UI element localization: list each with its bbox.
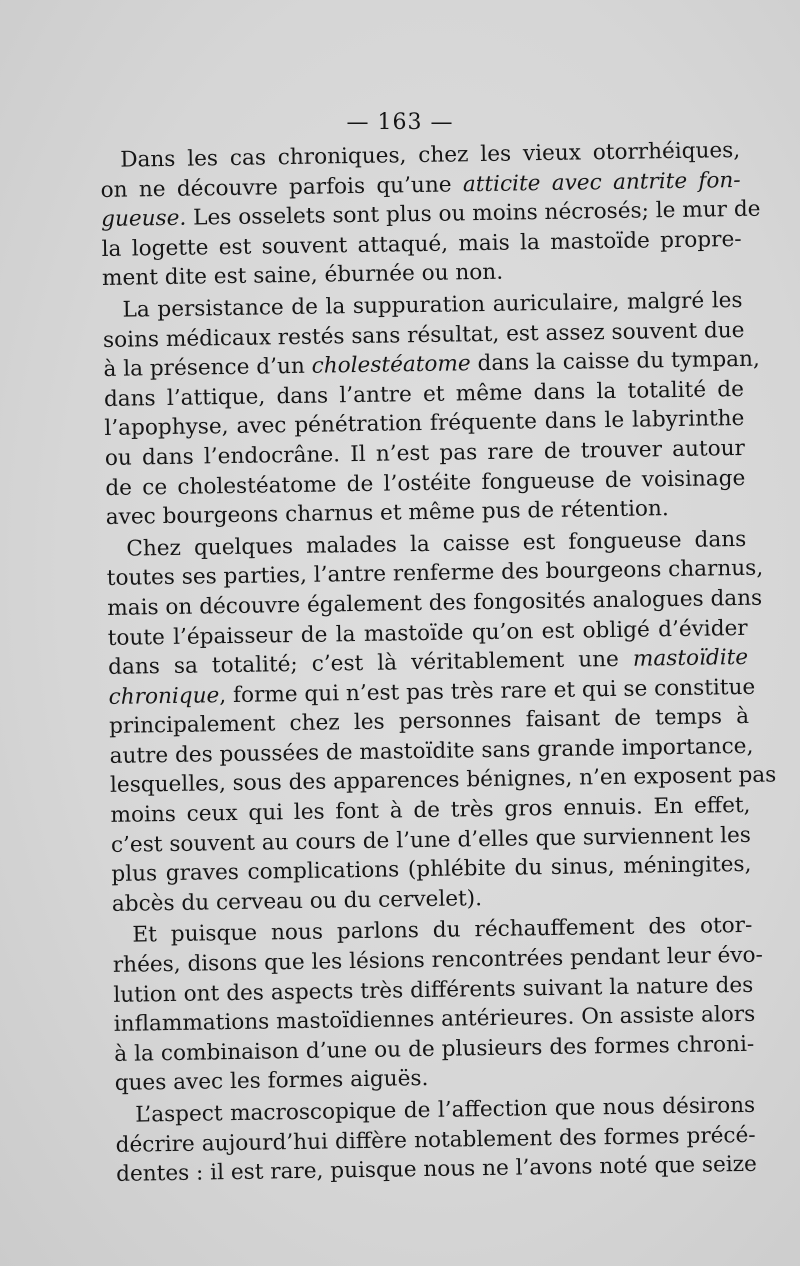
text-line: plus graves complications (phlébite du sinus, méningites, [111, 852, 752, 888]
paragraph [115, 1091, 756, 1190]
paragraph [100, 136, 761, 294]
paragraph [102, 286, 761, 533]
text-line: c’est souvent au cours de l’une d’elles que surviennent les [110, 822, 752, 858]
text-line: ou dans l’endocrâne. Il n’est pas rare de trouver autour [104, 435, 746, 471]
text-line: inflammations mastoïdiennes antérieures. On assiste alors [113, 1002, 756, 1038]
text-line: à la combinaison d’une ou de plusieurs des formes chroni- [114, 1031, 755, 1067]
text-line: Dans les cas chroniques, chez les vieux otorrhéiques, [120, 137, 741, 173]
text-line: dans l’attique, dans l’antre et même dans la totalité de [103, 376, 745, 412]
text-line: on ne découvre parfois qu’une atticite avec antrite fon- [100, 167, 741, 203]
text-line: ques avec les formes aiguës. [114, 1066, 429, 1097]
text-line: principalement chez les personnes faisant de temps à [108, 704, 750, 740]
text-line: abcès du cerveau ou du cervelet). [111, 885, 483, 917]
text-line: toutes ses parties, l’antre renferme des bourgeons charnus, [106, 555, 764, 592]
text-line: à la présence d’un cholestéatome dans la caisse du tympan, [103, 346, 761, 383]
text-line: ment dite est saine, éburnée ou non. [101, 260, 504, 292]
text-line: autre des poussées de mastoïdite sans grande importance, [109, 733, 754, 769]
body-text [100, 136, 777, 1190]
text-line: moins ceux qui les font à de très gros ennuis. En effet, [110, 792, 751, 828]
text-line: Chez quelques malades la caisse est fongueuse dans [126, 526, 747, 562]
paragraph [112, 911, 764, 1099]
text-line: lesquelles, sous des apparences bénignes, n’en exposent pas [109, 762, 777, 799]
text-line: lution ont des aspects très différents suivant la nature des [113, 972, 754, 1008]
text-line: mais on découvre également des fongosités analogues dans [107, 585, 763, 621]
page-number: — 163 — [346, 110, 454, 135]
text-line: décrire aujourd’hui diffère notablement des formes précé- [115, 1122, 756, 1158]
text-line: chronique, forme qui n’est pas très rare et qui se constitue [108, 674, 756, 710]
text-line: gueuse. Les osselets sont plus ou moins nécrosés; le mur de [100, 196, 761, 233]
text-line: avec bourgeons charnus et même pus de rétention. [105, 496, 669, 531]
text-line: la logette est souvent attaqué, mais la mastoïde propre- [101, 226, 742, 262]
paragraph [106, 525, 777, 920]
text-line: La persistance de la suppuration auriculaire, malgré les [122, 287, 743, 323]
text-line: L’aspect macroscopique de l’affection que nous désirons [135, 1092, 756, 1128]
text-line: dentes : il est rare, puisque nous ne l’avons noté que seize [115, 1151, 758, 1188]
text-line: dans sa totalité; c’est là véritablement une mastoïdite [107, 644, 749, 681]
text-line: rhées, disons que les lésions rencontrées pendant leur évo- [112, 942, 764, 978]
text-line: l’apophyse, avec pénétration fréquente dans le labyrinthe [104, 406, 745, 442]
text-line: Et puisque nous parlons du réchauffement des otor- [132, 913, 753, 949]
text-line: soins médicaux restés sans résultat, est assez souvent due [102, 317, 745, 353]
text-line: toute l’épaisseur de la mastoïde qu’on est obligé d’évider [107, 615, 748, 651]
text-line: de ce cholestéatome de l’ostéite fongueuse de voisinage [105, 465, 746, 501]
